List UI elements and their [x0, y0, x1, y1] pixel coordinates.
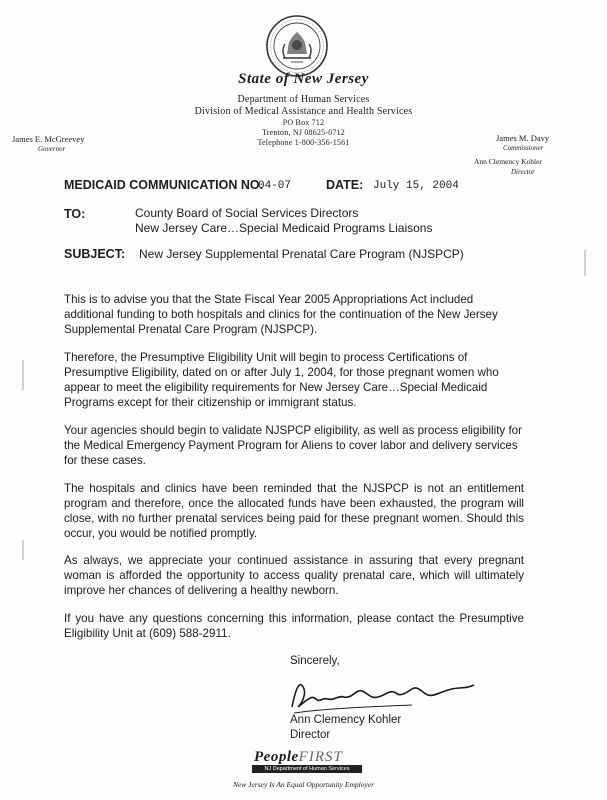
paragraph-funding: This is to advise you that the State Fiscal Year 2005 Appropriations Act included additional funding to both hospitals and clinics for the continuation of the New Jersey Supplemental Prenatal Care Program (NJSPCP). [64, 293, 498, 336]
signature-graphic [282, 669, 482, 719]
director-title-header: Director [511, 168, 535, 176]
governor-name: James E. McGreevey [12, 134, 85, 144]
state-seal-icon [265, 14, 329, 78]
paragraph-eligibility-unit: Therefore, the Presumptive Eligibility Unit will begin to process Certifications of Presumptive Eligibility, dated on or after July 1, 2004, for those pregnant women who appear to meet the eligibility requirements for New Jersey Care…Special Medicaid Programs except for their citizenship or immigrant status. [64, 351, 499, 409]
logo-word-people: People [254, 749, 299, 765]
recipient-line-2: New Jersey Care…Special Medicaid Programs Liaisons [135, 221, 433, 235]
date-label: DATE: [326, 178, 364, 192]
paragraph-contact: If you have any questions concerning this information, please contact the Presumptive Eligibility Unit at (609) 588-2911. [64, 612, 524, 640]
date-value: July 15, 2004 [373, 180, 459, 192]
po-box: PO Box 712 [282, 118, 325, 127]
paragraph-reminder: The hospitals and clinics have been reminded that the NJSPCP is not an entitlement program and therefore, once the allocated funds have been exhausted, the program will close, with no further prenatal services being paid for these pregnant women. Should this occur, you would be notified promptly. [64, 482, 524, 540]
commissioner-name: James M. Davy [496, 133, 550, 143]
scan-mark [22, 360, 24, 390]
governor-title: Governor [38, 145, 66, 153]
subject-label: SUBJECT: [64, 247, 126, 261]
to-label: TO: [64, 207, 86, 221]
telephone: Telephone 1-800-356-1561 [257, 138, 350, 147]
communication-number: 04-07 [258, 180, 292, 192]
scan-mark [584, 250, 586, 276]
equal-opportunity-statement: New Jersey Is An Equal Opportunity Employer [232, 780, 375, 789]
state-title: State of New Jersey [238, 71, 369, 87]
director-name-header: Ann Clemency Kohler [474, 157, 542, 166]
paragraph-validate: Your agencies should begin to validate NJSPCP eligibility, as well as process eligibility for the Medical Emergency Payment Program for Aliens to cover labor and delivery services for these cases. [64, 424, 522, 467]
communication-label: MEDICAID COMMUNICATION NO. [64, 178, 264, 192]
people-first-logo [252, 749, 364, 775]
signer-name: Ann Clemency Kohler [290, 714, 402, 726]
subject-text: New Jersey Supplemental Prenatal Care Program (NJSPCP) [139, 247, 464, 261]
logo-subtitle: NJ Department of Human Services [252, 765, 362, 773]
logo-word-first: FIRST [298, 749, 343, 765]
division-name: Division of Medical Assistance and Health Services [194, 106, 413, 117]
recipient-line-1: County Board of Social Services Directors [135, 206, 359, 220]
city-address: Trenton, NJ 08625-0712 [262, 128, 345, 137]
department-name: Department of Human Services [237, 94, 370, 105]
closing-sincerely: Sincerely, [290, 655, 340, 667]
paragraph-appreciation: As always, we appreciate your continued assistance in assuring that every pregnant woman is afforded the opportunity to access quality prenatal care, which will ultimately improve her chances of delivering a healthy newborn. [64, 554, 524, 597]
scan-mark [22, 540, 24, 560]
commissioner-title: Commissioner [503, 144, 544, 152]
signer-title: Director [290, 729, 331, 741]
